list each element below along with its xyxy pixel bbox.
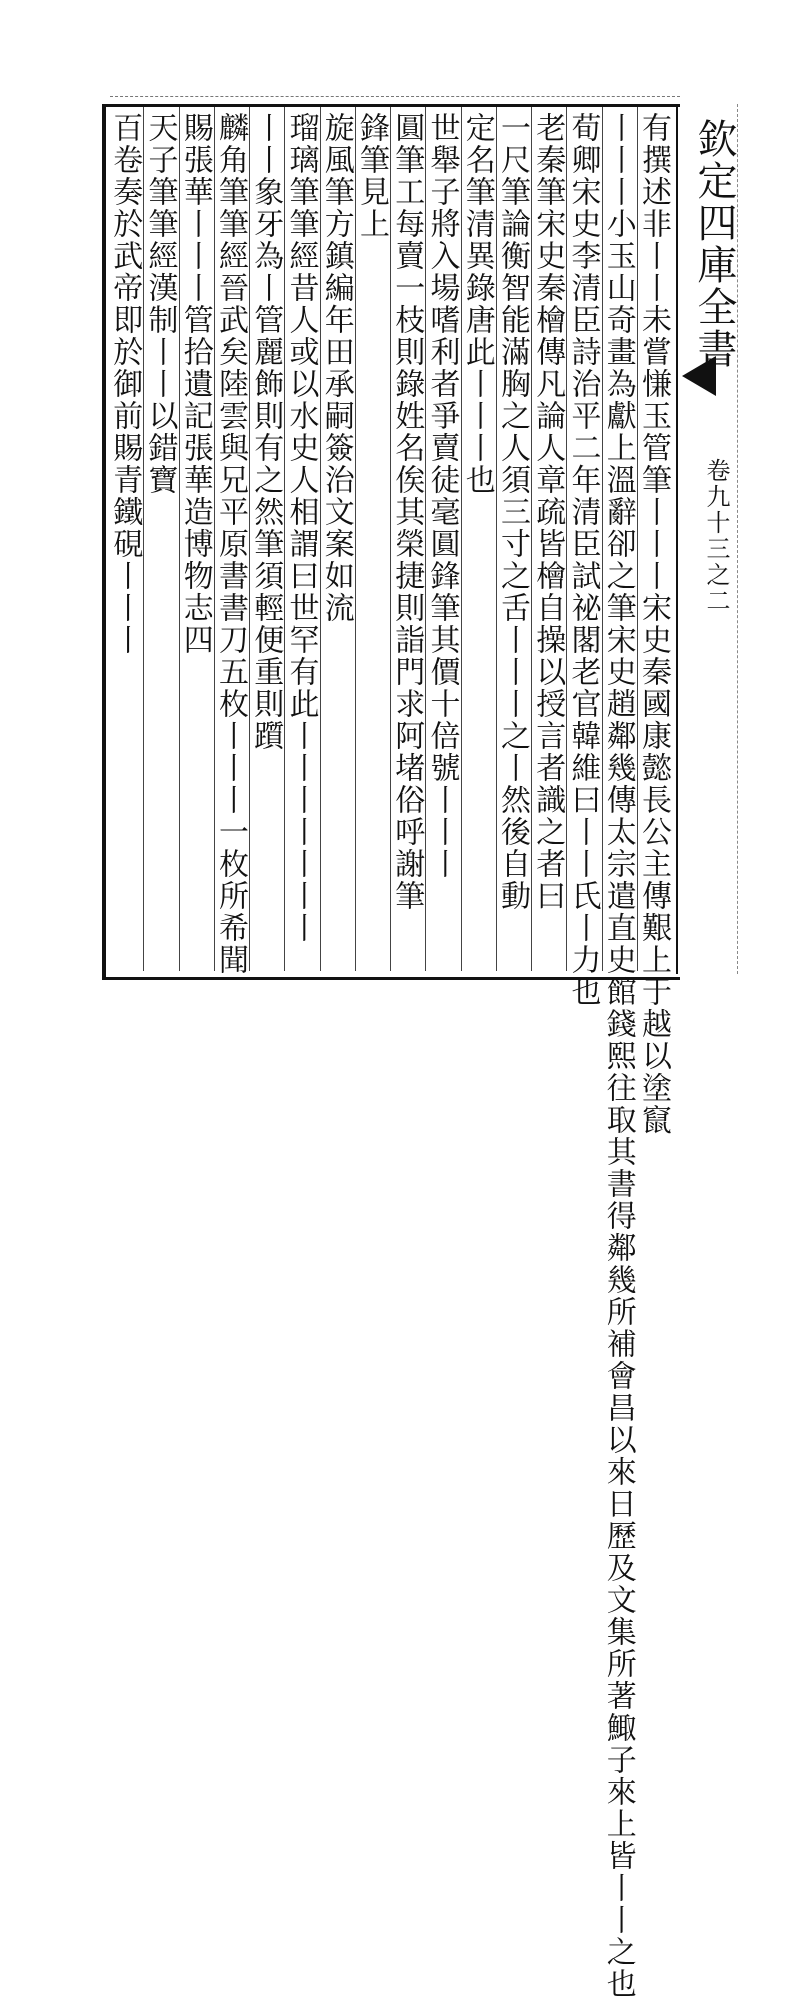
text-column: 賜張華丨丨丨管拾遺記張華造博物志四 xyxy=(177,112,213,656)
column-divider xyxy=(320,107,321,971)
text-column: 一尺筆論衡智能滿胸之人須三寸之舌丨丨丨之丨然後自動 xyxy=(495,112,530,912)
text-column: 旋風筆方鎮編年田承嗣簽治文案如流 xyxy=(318,112,354,624)
text-column: 丨丨象牙為丨管麗飾則有之然筆須輕便重則躓 xyxy=(248,112,284,752)
top-rule xyxy=(110,96,680,97)
column-divider xyxy=(602,107,603,971)
text-column: 荀卿宋史李清臣詩治平二年清臣試祕閣老官韓維曰丨丨氏丨力也 xyxy=(565,112,601,1008)
text-column: 老秦筆宋史秦檜傳凡論人章疏皆檜自操以授言者識之者曰 xyxy=(530,112,566,912)
column-divider xyxy=(214,107,215,971)
column-divider xyxy=(179,107,180,971)
column-divider xyxy=(143,107,144,971)
volume-number: 卷九十三之二 xyxy=(702,458,730,614)
text-column: 天子筆筆經漢制丨丨以錯寶 xyxy=(142,112,178,496)
text-column: 圓筆工每賣一枝則錄姓名俟其榮捷則詣門求阿堵俗呼謝筆 xyxy=(389,112,425,912)
text-column: 百卷奏於武帝即於御前賜青鐵硯丨丨丨 xyxy=(107,112,143,656)
text-column: 鋒筆見上 xyxy=(354,112,389,240)
column-divider xyxy=(566,107,567,971)
column-divider xyxy=(496,107,497,971)
book-title: 欽定四庫全書 xyxy=(691,118,737,370)
text-column: 定名筆清異錄唐此丨丨丨也 xyxy=(459,112,495,496)
column-divider xyxy=(637,107,638,971)
column-divider xyxy=(355,107,356,971)
column-divider xyxy=(531,107,532,971)
column-divider xyxy=(284,107,285,971)
margin-outer-rule xyxy=(737,104,738,974)
text-column: 有撰述非丨丨未嘗慊玉管筆丨丨丨宋史秦國康懿長公主傳艱上于越以塗竄 xyxy=(636,112,671,1136)
column-divider xyxy=(249,107,250,971)
column-divider xyxy=(390,107,391,971)
text-column: 丨丨丨小玉山奇畫為獻上溫辭卻之筆宋史趙鄰幾傳太宗遣直史館錢熙往取其書得鄰幾所補會昌以來日歷及文集所著鯫子來上皆丨丨之也 xyxy=(600,112,636,2000)
column-divider xyxy=(461,107,462,971)
text-column: 世舉子將入場嗜利者爭賣徒毫圓鋒筆其價十倍號丨丨丨 xyxy=(424,112,460,880)
text-column: 瑠璃筆筆經昔人或以水史人相謂曰世罕有此丨丨丨丨丨丨丨 xyxy=(283,112,319,944)
text-column: 麟角筆筆經晉武矣陸雲與兄平原書書刀五枚丨丨丨一枚所希聞 xyxy=(213,112,248,976)
column-divider xyxy=(425,107,426,971)
